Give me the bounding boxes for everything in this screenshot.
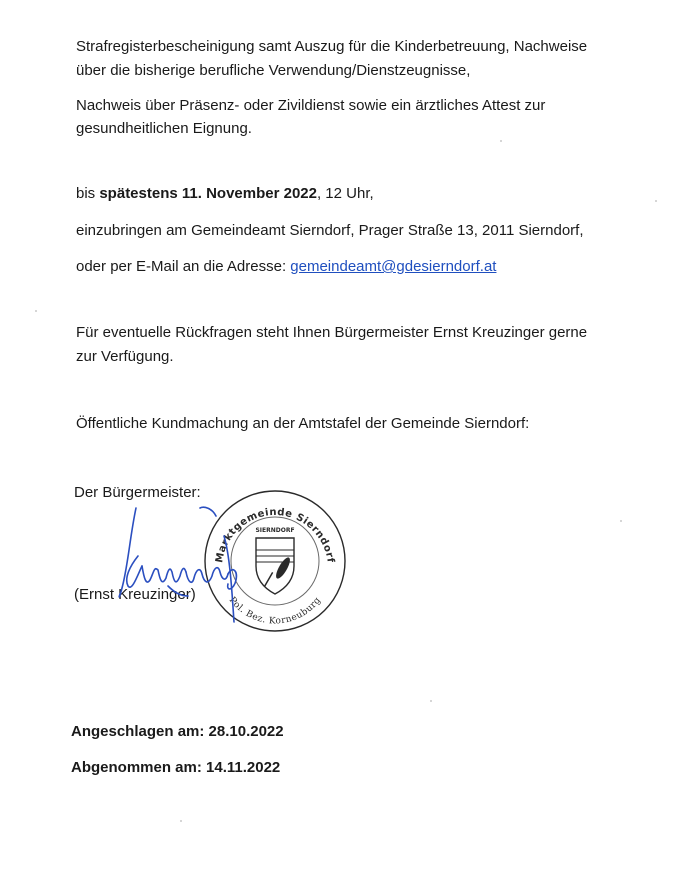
scan-speck [180,820,182,822]
email-link[interactable]: gemeindeamt@gdesierndorf.at [290,258,497,275]
deadline-line [76,184,374,204]
seal-top-text: Marktgemeinde Sierndorf [214,506,336,564]
seal-bottom-text: Pol. Bez. Korneuburg [226,595,324,627]
removed-date: Abgenommen am: 14.11.2022 [71,759,281,776]
scan-speck [655,200,657,202]
deadline-prefix: bis [76,185,100,202]
scan-speck [620,520,622,522]
scan-speck [35,310,37,312]
email-line [76,257,496,277]
scan-speck [430,700,432,702]
requirements-line-1: Strafregisterbescheinigung samt Auszug für die Kinderbetreuung, Nachweise [76,38,588,55]
contact-line-2: zur Verfügung. [76,348,174,365]
requirements-line-3: Nachweis über Präsenz- oder Zivildienst sowie ein ärztliches Attest zur [76,97,546,114]
email-prefix: oder per E-Mail an die Adresse: [76,258,291,275]
requirements-line-2: über die bisherige berufliche Verwendung/Dienstzeugnisse, [76,62,471,79]
deadline-suffix: , 12 Uhr, [316,185,374,202]
scan-speck [500,140,502,142]
mayor-label: Der Bürgermeister: [74,484,201,501]
requirements-line-4: gesundheitlichen Eignung. [76,120,252,137]
public-notice: Öffentliche Kundmachung an der Amtstafel der Gemeinde Sierndorf: [76,415,530,432]
seal-inner-text: SIERNDORF [255,527,295,534]
submit-address: einzubringen am Gemeindeamt Sierndorf, Prager Straße 13, 2011 Sierndorf, [76,222,584,239]
mayor-signature [108,496,248,626]
mayor-name: (Ernst Kreuzinger) [74,586,196,603]
deadline-date: spätestens 11. November 2022 [99,185,317,202]
contact-line-1: Für eventuelle Rückfragen steht Ihnen Bürgermeister Ernst Kreuzinger gerne [76,324,588,341]
posted-date: Angeschlagen am: 28.10.2022 [71,723,284,740]
